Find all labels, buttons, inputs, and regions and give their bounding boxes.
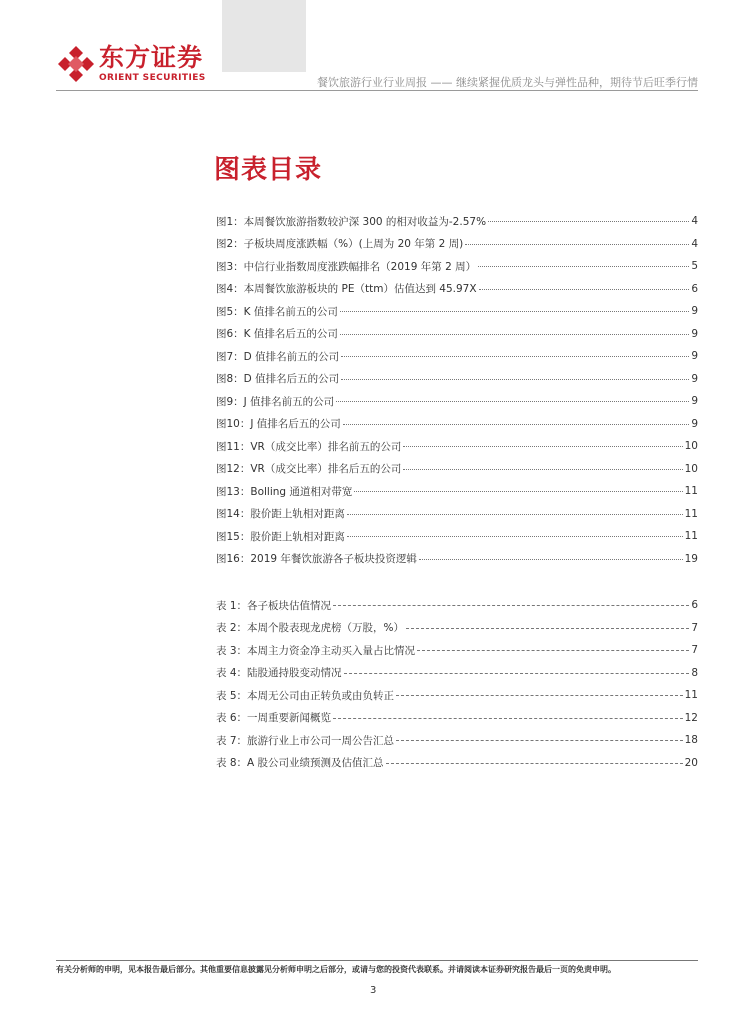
figure-page-number: 9 bbox=[691, 305, 698, 317]
figure-page-number: 9 bbox=[691, 372, 698, 385]
table-page-number: 7 bbox=[691, 621, 698, 634]
dash-leader bbox=[333, 709, 683, 719]
header-gray-block bbox=[222, 0, 306, 72]
figure-label: 图5：K 值排名前五的公司 bbox=[216, 305, 338, 318]
table-label: 表 3：本周主力资金净主动买入量占比情况 bbox=[216, 644, 416, 657]
figure-label: 图12：VR（成交比率）排名后五的公司 bbox=[216, 463, 402, 475]
figure-entry[interactable] bbox=[216, 235, 698, 253]
dot-leader bbox=[479, 280, 690, 290]
figure-entry[interactable] bbox=[216, 482, 698, 500]
figure-label: 图2：子板块周度涨跌幅（%）(上周为 20 年第 2 周) bbox=[216, 238, 464, 250]
dot-leader bbox=[403, 437, 682, 447]
figure-entry[interactable] bbox=[216, 370, 698, 388]
table-label: 表 4：陆股通持股变动情况 bbox=[216, 667, 342, 679]
dash-leader bbox=[417, 641, 689, 651]
figure-entry[interactable] bbox=[216, 347, 698, 365]
figure-label: 图6：K 值排名后五的公司 bbox=[216, 328, 338, 340]
dot-leader bbox=[340, 302, 689, 312]
figure-entry[interactable] bbox=[216, 212, 698, 230]
figure-entry[interactable] bbox=[216, 437, 698, 455]
table-page-number: 18 bbox=[684, 734, 698, 746]
page-number: 3 bbox=[370, 985, 377, 996]
table-page-number: 12 bbox=[684, 711, 698, 724]
figure-label: 图13：Bolling 通道相对带宽 bbox=[216, 485, 353, 498]
table-entry[interactable] bbox=[216, 754, 698, 772]
table-label: 表 2：本周个股表现龙虎榜（万股，%） bbox=[216, 622, 404, 634]
dot-leader bbox=[488, 212, 689, 222]
figure-page-number: 10 bbox=[684, 440, 698, 452]
table-page-number: 8 bbox=[691, 666, 698, 679]
figure-page-number: 9 bbox=[691, 417, 698, 430]
dot-leader bbox=[347, 505, 683, 515]
table-entry[interactable] bbox=[216, 731, 698, 749]
logo-english-name: ORIENT SECURITIES bbox=[99, 73, 206, 83]
dash-leader bbox=[396, 731, 683, 741]
figure-entry[interactable] bbox=[216, 280, 698, 298]
figure-entry[interactable] bbox=[216, 550, 698, 568]
dot-leader bbox=[419, 550, 683, 560]
figure-label: 图7：D 值排名前五的公司 bbox=[216, 350, 340, 363]
figure-label: 图1：本周餐饮旅游指数较沪深 300 的相对收益为-2.57% bbox=[216, 215, 487, 228]
figure-page-number: 11 bbox=[684, 485, 698, 497]
figure-page-number: 19 bbox=[684, 552, 698, 565]
figure-page-number: 6 bbox=[691, 282, 698, 295]
table-page-number: 20 bbox=[684, 756, 698, 769]
figure-page-number: 4 bbox=[691, 237, 698, 250]
figure-label: 图4：本周餐饮旅游板块的 PE（ttm）估值达到 45.97X bbox=[216, 283, 477, 295]
figure-label: 图10：J 值排名后五的公司 bbox=[216, 418, 341, 430]
page-title: 图表目录 bbox=[214, 155, 323, 185]
figure-label: 图15：股价距上轨相对距离 bbox=[216, 530, 345, 543]
dot-leader bbox=[403, 460, 682, 470]
dot-leader bbox=[347, 527, 683, 537]
figure-label: 图16：2019 年餐饮旅游各子板块投资逻辑 bbox=[216, 553, 417, 565]
figure-entry[interactable] bbox=[216, 460, 698, 478]
figure-entry[interactable] bbox=[216, 415, 698, 433]
logo-chinese-name: 东方证券 bbox=[99, 43, 204, 72]
figure-entry[interactable] bbox=[216, 325, 698, 343]
dot-leader bbox=[340, 325, 689, 335]
table-label: 表 6：一周重要新闻概览 bbox=[216, 712, 332, 724]
figure-label: 图14：股价距上轨相对距离 bbox=[216, 508, 345, 520]
dot-leader bbox=[465, 235, 689, 245]
dash-leader bbox=[386, 754, 683, 764]
figure-label: 图8：D 值排名后五的公司 bbox=[216, 373, 340, 385]
table-label: 表 1：各子板块估值情况 bbox=[216, 599, 332, 612]
figure-page-number: 9 bbox=[691, 327, 698, 340]
table-entry[interactable] bbox=[216, 641, 698, 659]
figure-entry[interactable] bbox=[216, 392, 698, 410]
figure-entry[interactable] bbox=[216, 527, 698, 545]
dash-leader bbox=[333, 596, 689, 606]
table-label: 表 5：本周无公司由正转负或由负转正 bbox=[216, 689, 395, 702]
table-page-number: 11 bbox=[684, 689, 698, 701]
orient-securities-logo bbox=[56, 44, 212, 86]
dot-leader bbox=[341, 370, 689, 380]
dot-leader bbox=[336, 392, 689, 402]
figure-entry[interactable] bbox=[216, 505, 698, 523]
header-divider bbox=[56, 90, 698, 91]
figure-page-number: 4 bbox=[691, 215, 698, 227]
dot-leader bbox=[478, 257, 689, 267]
table-entry[interactable] bbox=[216, 709, 698, 727]
figure-label: 图3：中信行业指数周度涨跌幅排名（2019 年第 2 周） bbox=[216, 260, 477, 273]
table-entry[interactable] bbox=[216, 664, 698, 682]
figure-page-number: 9 bbox=[691, 395, 698, 407]
figure-page-number: 11 bbox=[684, 507, 698, 520]
figure-page-number: 11 bbox=[684, 530, 698, 542]
dot-leader bbox=[343, 415, 690, 425]
dash-leader bbox=[406, 619, 689, 629]
table-label: 表 8：A 股公司业绩预测及估值汇总 bbox=[216, 757, 384, 769]
figure-label: 图11：VR（成交比率）排名前五的公司 bbox=[216, 440, 402, 453]
table-page-number: 7 bbox=[691, 644, 698, 656]
figure-page-number: 9 bbox=[691, 350, 698, 362]
dash-leader bbox=[344, 664, 690, 674]
dot-leader bbox=[354, 482, 682, 492]
footer-divider bbox=[56, 960, 698, 961]
figure-page-number: 10 bbox=[684, 462, 698, 475]
figure-entry[interactable] bbox=[216, 302, 698, 320]
figure-label: 图9：J 值排名前五的公司 bbox=[216, 395, 335, 408]
report-header-title: 餐饮旅游行业行业周报 —— 继续紧握优质龙头与弹性品种，期待节后旺季行情 bbox=[317, 76, 698, 89]
footer-disclaimer: 有关分析师的申明，见本报告最后部分。其他重要信息披露见分析师申明之后部分，或请与您的投资代表联系。并请阅读本证券研究报告最后一页的免责申明。 bbox=[56, 965, 616, 974]
table-entry[interactable] bbox=[216, 619, 698, 637]
table-entry[interactable] bbox=[216, 686, 698, 704]
dash-leader bbox=[396, 686, 683, 696]
table-entry[interactable] bbox=[216, 596, 698, 614]
figure-page-number: 5 bbox=[691, 260, 698, 272]
dot-leader bbox=[341, 347, 689, 357]
figure-entry[interactable] bbox=[216, 257, 698, 275]
logo-mark-icon bbox=[56, 44, 96, 84]
table-page-number: 6 bbox=[691, 599, 698, 611]
table-label: 表 7：旅游行业上市公司一周公告汇总 bbox=[216, 734, 395, 747]
